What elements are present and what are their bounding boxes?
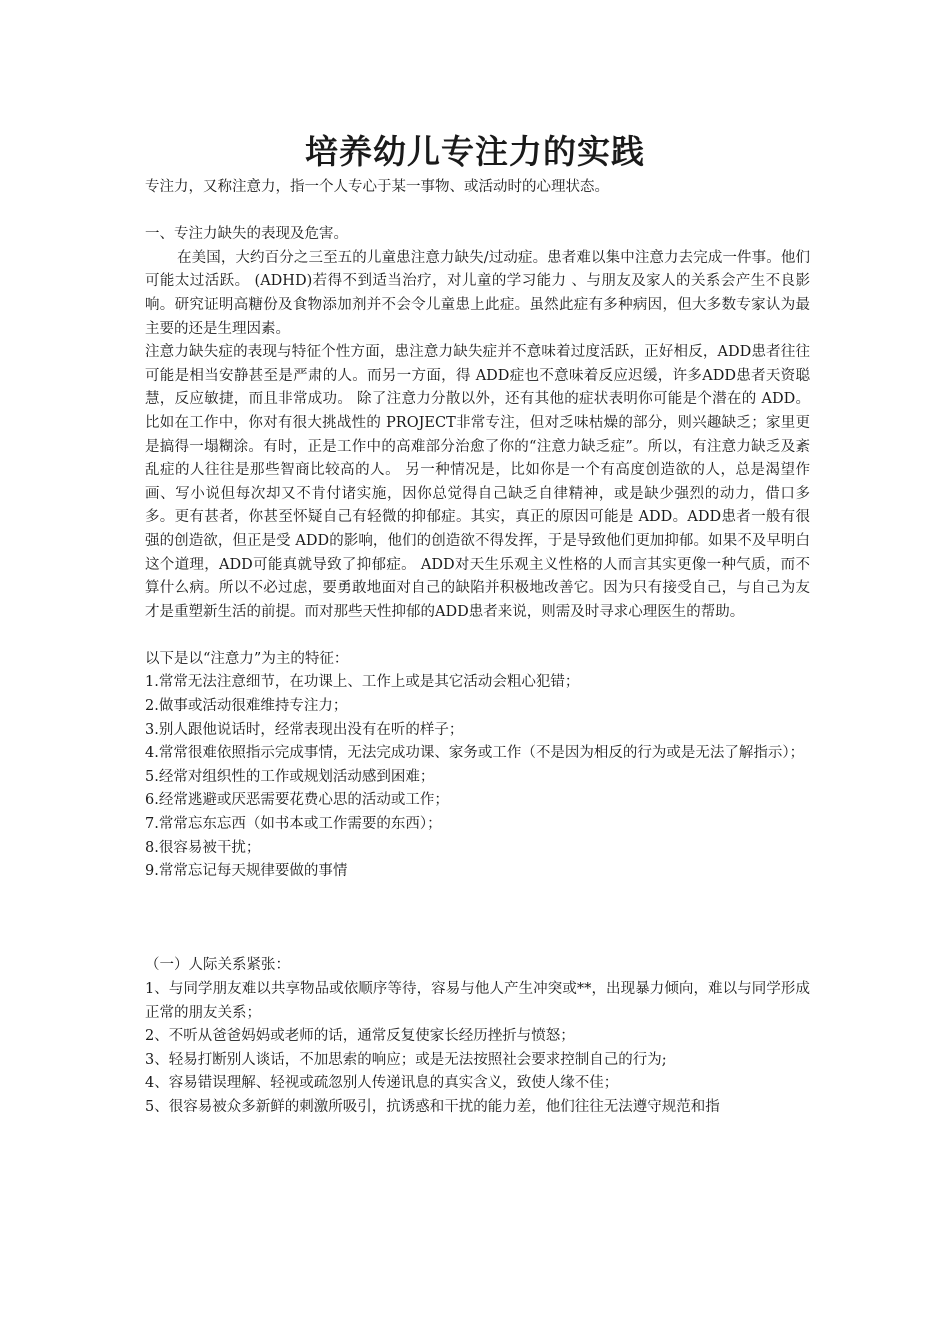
sub-heading: （一）人际关系紧张： [145, 957, 290, 974]
list-item: 6.经常逃避或厌恶需要花费心思的活动或工作； [145, 792, 449, 809]
list-item: 3、轻易打断别人谈话，不加思索的响应；或是无法按照社会要求控制自己的行为; [145, 1051, 667, 1068]
section-heading: 一、专注力缺失的表现及危害。 [145, 226, 348, 243]
spacer [145, 200, 810, 224]
document-body [145, 176, 810, 1120]
spacer [145, 884, 810, 931]
list-item: 2、不听从爸爸妈妈或老师的话，通常反复使家长经历挫折与愤怒； [145, 1028, 575, 1045]
traits-heading: 以下是以“注意力”为主的特征： [145, 650, 349, 667]
list-item: 1.常常无法注意细节，在功课上、工作上或是其它活动会粗心犯错； [145, 674, 580, 691]
list-item: 8.很容易被干扰； [145, 839, 261, 856]
list-item: 9.常常忘记每天规律要做的事情 [145, 863, 348, 880]
list-item: 7.常常忘东忘西（如书本或工作需要的东西）； [145, 816, 442, 833]
list-item: 3.别人跟他说话时，经常表现出没有在听的样子； [145, 721, 464, 738]
document-title: 培养幼儿专注力的实践 [305, 132, 645, 171]
body-paragraph: 在美国，大约百分之三至五的儿童患注意力缺失/过动症。患者难以集中注意力去完成一件事。他们可能太过活跃。 (ADHD)若得不到适当治疗，对儿童的学习能力 、与朋友及家人的关系会产生不良影响。研究证明高糖份及食物添加剂并不会令儿童患上此症。虽然此症有多种病因，但大多数专家认为最主要的还是生理因素。 [145, 249, 810, 337]
spacer [145, 931, 810, 955]
list-item: 2.做事或活动很难维持专注力； [145, 698, 348, 715]
list-item: 5.经常对组织性的工作或规划活动感到困难； [145, 768, 435, 785]
list-item: 5、很容易被众多新鲜的刺激所吸引，抗诱惑和干扰的能力差，他们往往无法遵守规范和指 [145, 1098, 720, 1115]
list-item: 4.常常很难依照指示完成事情，无法完成功课、家务或工作（不是因为相反的行为或是无法了解指示）； [145, 745, 805, 762]
list-item: 1、与同学朋友难以共享物品或依顺序等待，容易与他人产生冲突或**，出现暴力倾向，难以与同学形成正常的朋友关系； [145, 981, 810, 1021]
body-paragraph: 注意力缺失症的表现与特征个性方面，患注意力缺失症并不意味着过度活跃，正好相反，ADD患者往往可能是相当安静甚至是严肃的人。而另一方面，得 ADD症也不意味着反应迟缓，许多ADD患者天资聪慧，反应敏捷，而且非常成功。 除了注意力分散以外，还有其他的症状表明你可能是个潜在的 ADD。比如在工作中，你对有很大挑战性的 PROJECT非常专注，但对乏味枯燥的部分，则兴趣缺乏；家里更是搞得一塌糊涂。有时，正是工作中的高难部分治愈了你的“注意力缺乏症”。所以，有注意力缺乏及紊乱症的人往往是那些智商比较高的人。 另一种情况是，比如你是一个有高度创造欲的人，总是渴望作画、写小说但每次却又不肯付诸实施，因你总觉得自己缺乏自律精神，或是缺少强烈的动力，借口多多。更有甚者，你甚至怀疑自己有轻微的抑郁症。其实，真正的原因可能是 ADD。ADD患者一般有很强的创造欲，但正是受 ADD的影响，他们的创造欲不得发挥，于是导致他们更加抑郁。如果不及早明白这个道理，ADD可能真就导致了抑郁症。 ADD对天生乐观主义性格的人而言其实更像一种气质，而不算什么病。所以不必过虑，要勇敢地面对自己的缺陷并积极地改善它。因为只有接受自己，与自己为友才是重塑新生活的前提。而对那些天性抑郁的ADD患者来说，则需及时寻求心理医生的帮助。 [145, 344, 810, 620]
spacer [145, 624, 810, 648]
list-item: 4、容易错误理解、轻视或疏忽别人传递讯息的真实含义，致使人缘不佳； [145, 1075, 619, 1092]
intro-paragraph: 专注力，又称注意力，指一个人专心于某一事物、或活动时的心理状态。 [145, 179, 609, 195]
